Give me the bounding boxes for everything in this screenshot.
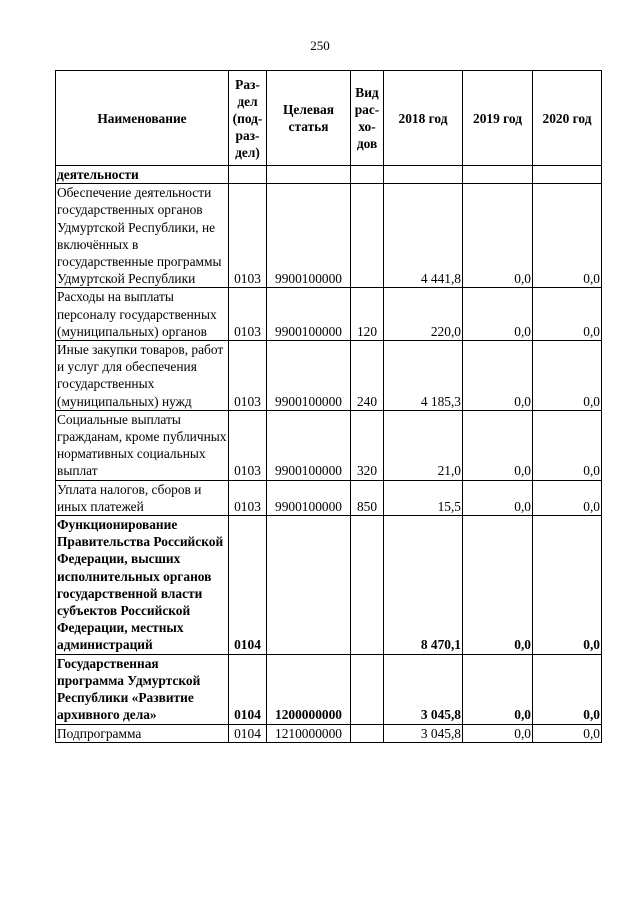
table-row [56,288,602,341]
cell-2020: 0,0 [533,724,602,742]
table-body [56,166,602,743]
cell-name: Уплата налогов, сборов и иных платежей [56,480,229,515]
cell-2019: 0,0 [463,724,533,742]
cell-name: Социальные выплаты гражданам, кроме публичных нормативных социальных выплат [56,410,229,480]
cell-2019: 0,0 [463,288,533,341]
cell-2018: 4 185,3 [384,341,463,411]
cell-2019: 0,0 [463,341,533,411]
cell-target: 9900100000 [267,410,351,480]
table-row [56,166,602,184]
cell-expense-type [351,654,384,724]
cell-2019: 0,0 [463,184,533,288]
cell-section: 0103 [229,184,267,288]
cell-section: 0104 [229,654,267,724]
cell-expense-type [351,516,384,655]
header-2018: 2018 год [384,71,463,166]
cell-expense-type: 850 [351,480,384,515]
cell-section: 0104 [229,724,267,742]
cell-2020: 0,0 [533,480,602,515]
cell-expense-type: 120 [351,288,384,341]
table-row [56,480,602,515]
cell-name: деятельности [56,166,229,184]
cell-expense-type [351,184,384,288]
table-row [56,724,602,742]
cell-2020: 0,0 [533,184,602,288]
cell-2020: 0,0 [533,288,602,341]
cell-2018 [384,166,463,184]
cell-expense-type [351,724,384,742]
header-name: Наименование [56,71,229,166]
cell-section [229,166,267,184]
cell-section: 0103 [229,288,267,341]
cell-2020 [533,166,602,184]
table-row [56,516,602,655]
cell-2018: 15,5 [384,480,463,515]
cell-target: 9900100000 [267,184,351,288]
cell-target [267,166,351,184]
header-section: Раз- дел (под- раз- дел) [229,71,267,166]
cell-2019: 0,0 [463,410,533,480]
table-row [56,184,602,288]
cell-target: 9900100000 [267,480,351,515]
cell-2019: 0,0 [463,480,533,515]
cell-expense-type [351,166,384,184]
cell-2019: 0,0 [463,516,533,655]
cell-section: 0104 [229,516,267,655]
cell-expense-type: 240 [351,341,384,411]
cell-2018: 8 470,1 [384,516,463,655]
table-row [56,410,602,480]
header-2019: 2019 год [463,71,533,166]
cell-2018: 220,0 [384,288,463,341]
cell-2019 [463,166,533,184]
cell-target: 1200000000 [267,654,351,724]
header-target: Целевая статья [267,71,351,166]
cell-name: Обеспечение деятельности государственных органов Удмуртской Республики, не включённых в государственные программы Удмуртской Республики [56,184,229,288]
cell-2020: 0,0 [533,341,602,411]
header-2020: 2020 год [533,71,602,166]
page-number: 250 [310,38,330,53]
cell-name: Функционирование Правительства Российской Федерации, высших исполнительных органов государственной власти субъектов Российской Федерации, местных администраций [56,516,229,655]
cell-2018: 3 045,8 [384,654,463,724]
cell-2020: 0,0 [533,410,602,480]
cell-target: 1210000000 [267,724,351,742]
cell-name: Расходы на выплаты персоналу государственных (муниципальных) органов [56,288,229,341]
cell-2018: 3 045,8 [384,724,463,742]
cell-target [267,516,351,655]
budget-table [55,70,602,743]
cell-2018: 4 441,8 [384,184,463,288]
cell-section: 0103 [229,341,267,411]
table-row [56,654,602,724]
cell-2020: 0,0 [533,516,602,655]
cell-target: 9900100000 [267,288,351,341]
cell-2019: 0,0 [463,654,533,724]
cell-target: 9900100000 [267,341,351,411]
cell-2018: 21,0 [384,410,463,480]
cell-name: Подпрограмма [56,724,229,742]
table-header-row [56,71,602,166]
cell-section: 0103 [229,410,267,480]
table-row [56,341,602,411]
header-expense-type: Вид рас- хо- дов [351,71,384,166]
cell-name: Иные закупки товаров, работ и услуг для обеспечения государственных (муниципальных) нужд [56,341,229,411]
cell-section: 0103 [229,480,267,515]
cell-expense-type: 320 [351,410,384,480]
cell-2020: 0,0 [533,654,602,724]
cell-name: Государственная программа Удмуртской Республики «Развитие архивного дела» [56,654,229,724]
